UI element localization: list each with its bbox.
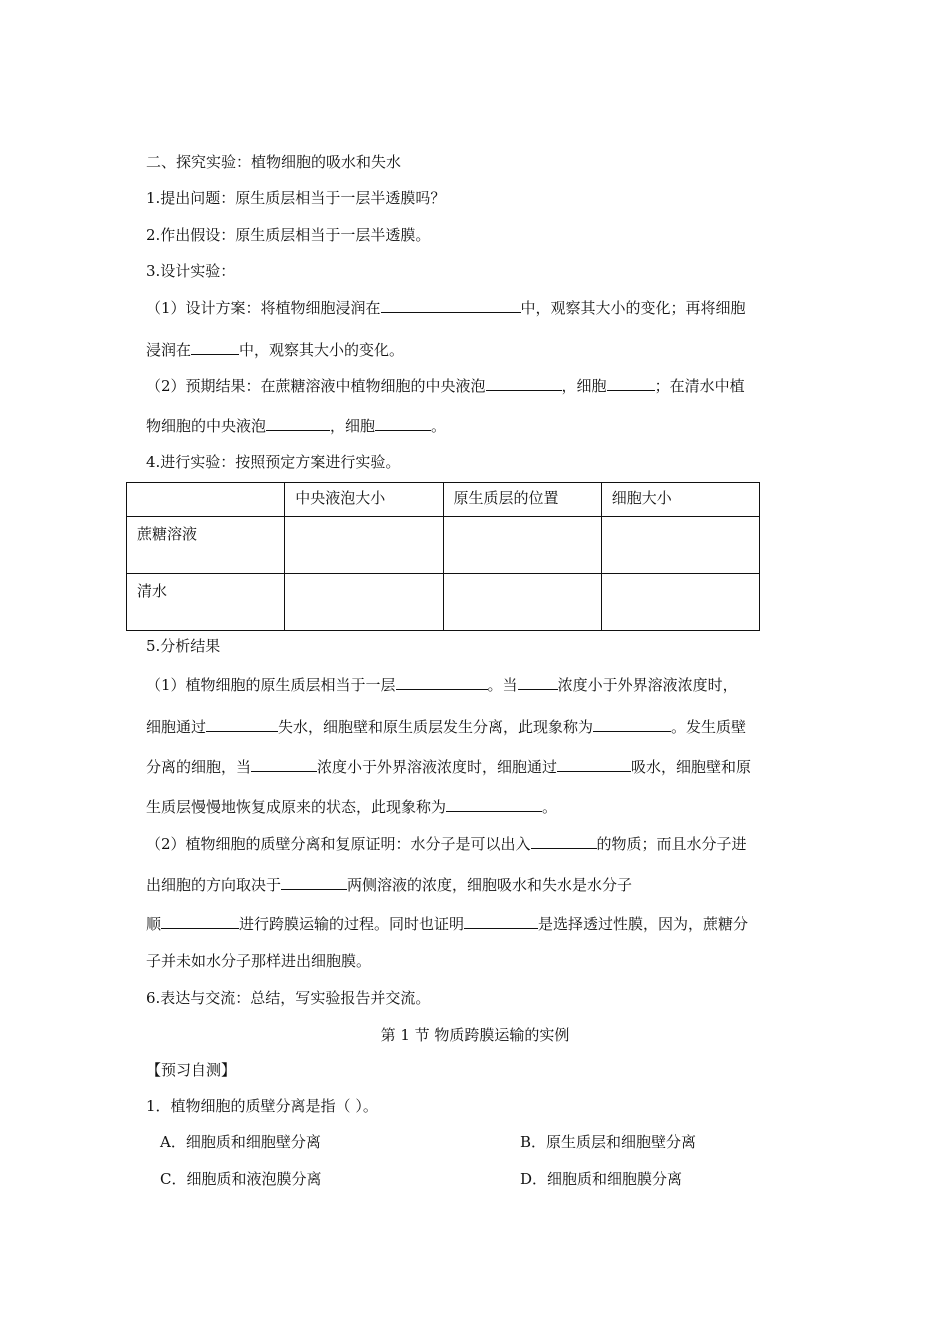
table-cell: 蔗糖溶液 [127, 517, 285, 574]
lesson-title: 第 1 节 物质跨膜运输的实例 [380, 1026, 570, 1044]
analysis-2-line-3: 顺 进行跨膜运输的过程。同时也证明 是选择透过性膜，因为，蔗糖分 [146, 912, 748, 934]
blank[interactable] [518, 673, 558, 690]
option-a[interactable]: A．细胞质和细胞壁分离 [160, 1133, 321, 1151]
table-cell[interactable] [285, 517, 443, 574]
table-cell[interactable] [443, 574, 601, 631]
section-title: 二、探究实验：植物细胞的吸水和失水 [146, 153, 402, 171]
table-header-cell: 原生质层的位置 [443, 483, 601, 517]
blank[interactable] [375, 414, 431, 431]
table-header-row [127, 483, 760, 517]
blank[interactable] [281, 873, 347, 890]
option-c[interactable]: C．细胞质和液泡膜分离 [160, 1170, 322, 1188]
analysis-1-line-1: （1）植物细胞的原生质层相当于一层 。当 浓度小于外界溶液浓度时， [146, 673, 738, 695]
blank[interactable] [266, 414, 330, 431]
step-2-hypothesis: 2.作出假设：原生质层相当于一层半透膜。 [146, 226, 431, 244]
experiment-table [126, 482, 760, 631]
blank[interactable] [206, 715, 278, 732]
table-row [127, 574, 760, 631]
blank[interactable] [191, 338, 239, 355]
predict-line-1: （2）预期结果：在蔗糖溶液中植物细胞的中央液泡 ，细胞 ；在清水中植 [146, 374, 745, 396]
analysis-1-line-3: 分离的细胞，当 浓度小于外界溶液浓度时，细胞通过 吸水，细胞壁和原 [146, 755, 751, 777]
step-1-question: 1.提出问题：原生质层相当于一层半透膜吗？ [146, 189, 446, 207]
table-header-cell [127, 483, 285, 517]
step-6-communication: 6.表达与交流：总结，写实验报告并交流。 [146, 989, 431, 1007]
analysis-2-line-4: 子并未如水分子那样进出细胞膜。 [146, 952, 372, 970]
blank[interactable] [381, 296, 521, 313]
table-cell[interactable] [443, 517, 601, 574]
option-b[interactable]: B．原生质层和细胞壁分离 [520, 1133, 697, 1151]
blank[interactable] [557, 755, 631, 772]
analysis-1-line-2: 细胞通过 失水，细胞壁和原生质层发生分离，此现象称为 。发生质壁 [146, 715, 746, 737]
step-4-experiment: 4.进行实验：按照预定方案进行实验。 [146, 453, 401, 471]
blank[interactable] [531, 832, 597, 849]
step-3-design: 3.设计实验： [146, 262, 236, 280]
option-d[interactable]: D．细胞质和细胞膜分离 [520, 1170, 683, 1188]
table-row [127, 517, 760, 574]
blank[interactable] [251, 755, 317, 772]
table-cell[interactable] [601, 574, 759, 631]
blank[interactable] [593, 715, 671, 732]
blank[interactable] [161, 912, 239, 929]
blank[interactable] [464, 912, 538, 929]
predict-line-2: 物细胞的中央液泡 ，细胞 。 [146, 414, 446, 436]
question-1: 1．植物细胞的质壁分离是指（ ）。 [146, 1097, 378, 1115]
preview-label: 【预习自测】 [146, 1061, 237, 1079]
table-cell: 清水 [127, 574, 285, 631]
design-line-2: 浸润在 中，观察其大小的变化。 [146, 338, 404, 360]
analysis-2-line-2: 出细胞的方向取决于 两侧溶液的浓度，细胞吸水和失水是水分子 [146, 873, 632, 895]
table-header-cell: 细胞大小 [601, 483, 759, 517]
table-header-cell: 中央液泡大小 [285, 483, 443, 517]
blank[interactable] [446, 795, 542, 812]
analysis-2-line-1: （2）植物细胞的质壁分离和复原证明：水分子是可以出入 的物质；而且水分子进 [146, 832, 747, 854]
blank[interactable] [396, 673, 488, 690]
design-line-1: （1）设计方案：将植物细胞浸润在 中，观察其大小的变化；再将细胞 [146, 296, 746, 318]
analysis-1-line-4: 生质层慢慢地恢复成原来的状态，此现象称为 。 [146, 795, 557, 817]
table-cell[interactable] [285, 574, 443, 631]
blank[interactable] [607, 374, 655, 391]
blank[interactable] [486, 374, 562, 391]
table-cell[interactable] [601, 517, 759, 574]
step-5-analysis: 5.分析结果 [146, 637, 221, 655]
